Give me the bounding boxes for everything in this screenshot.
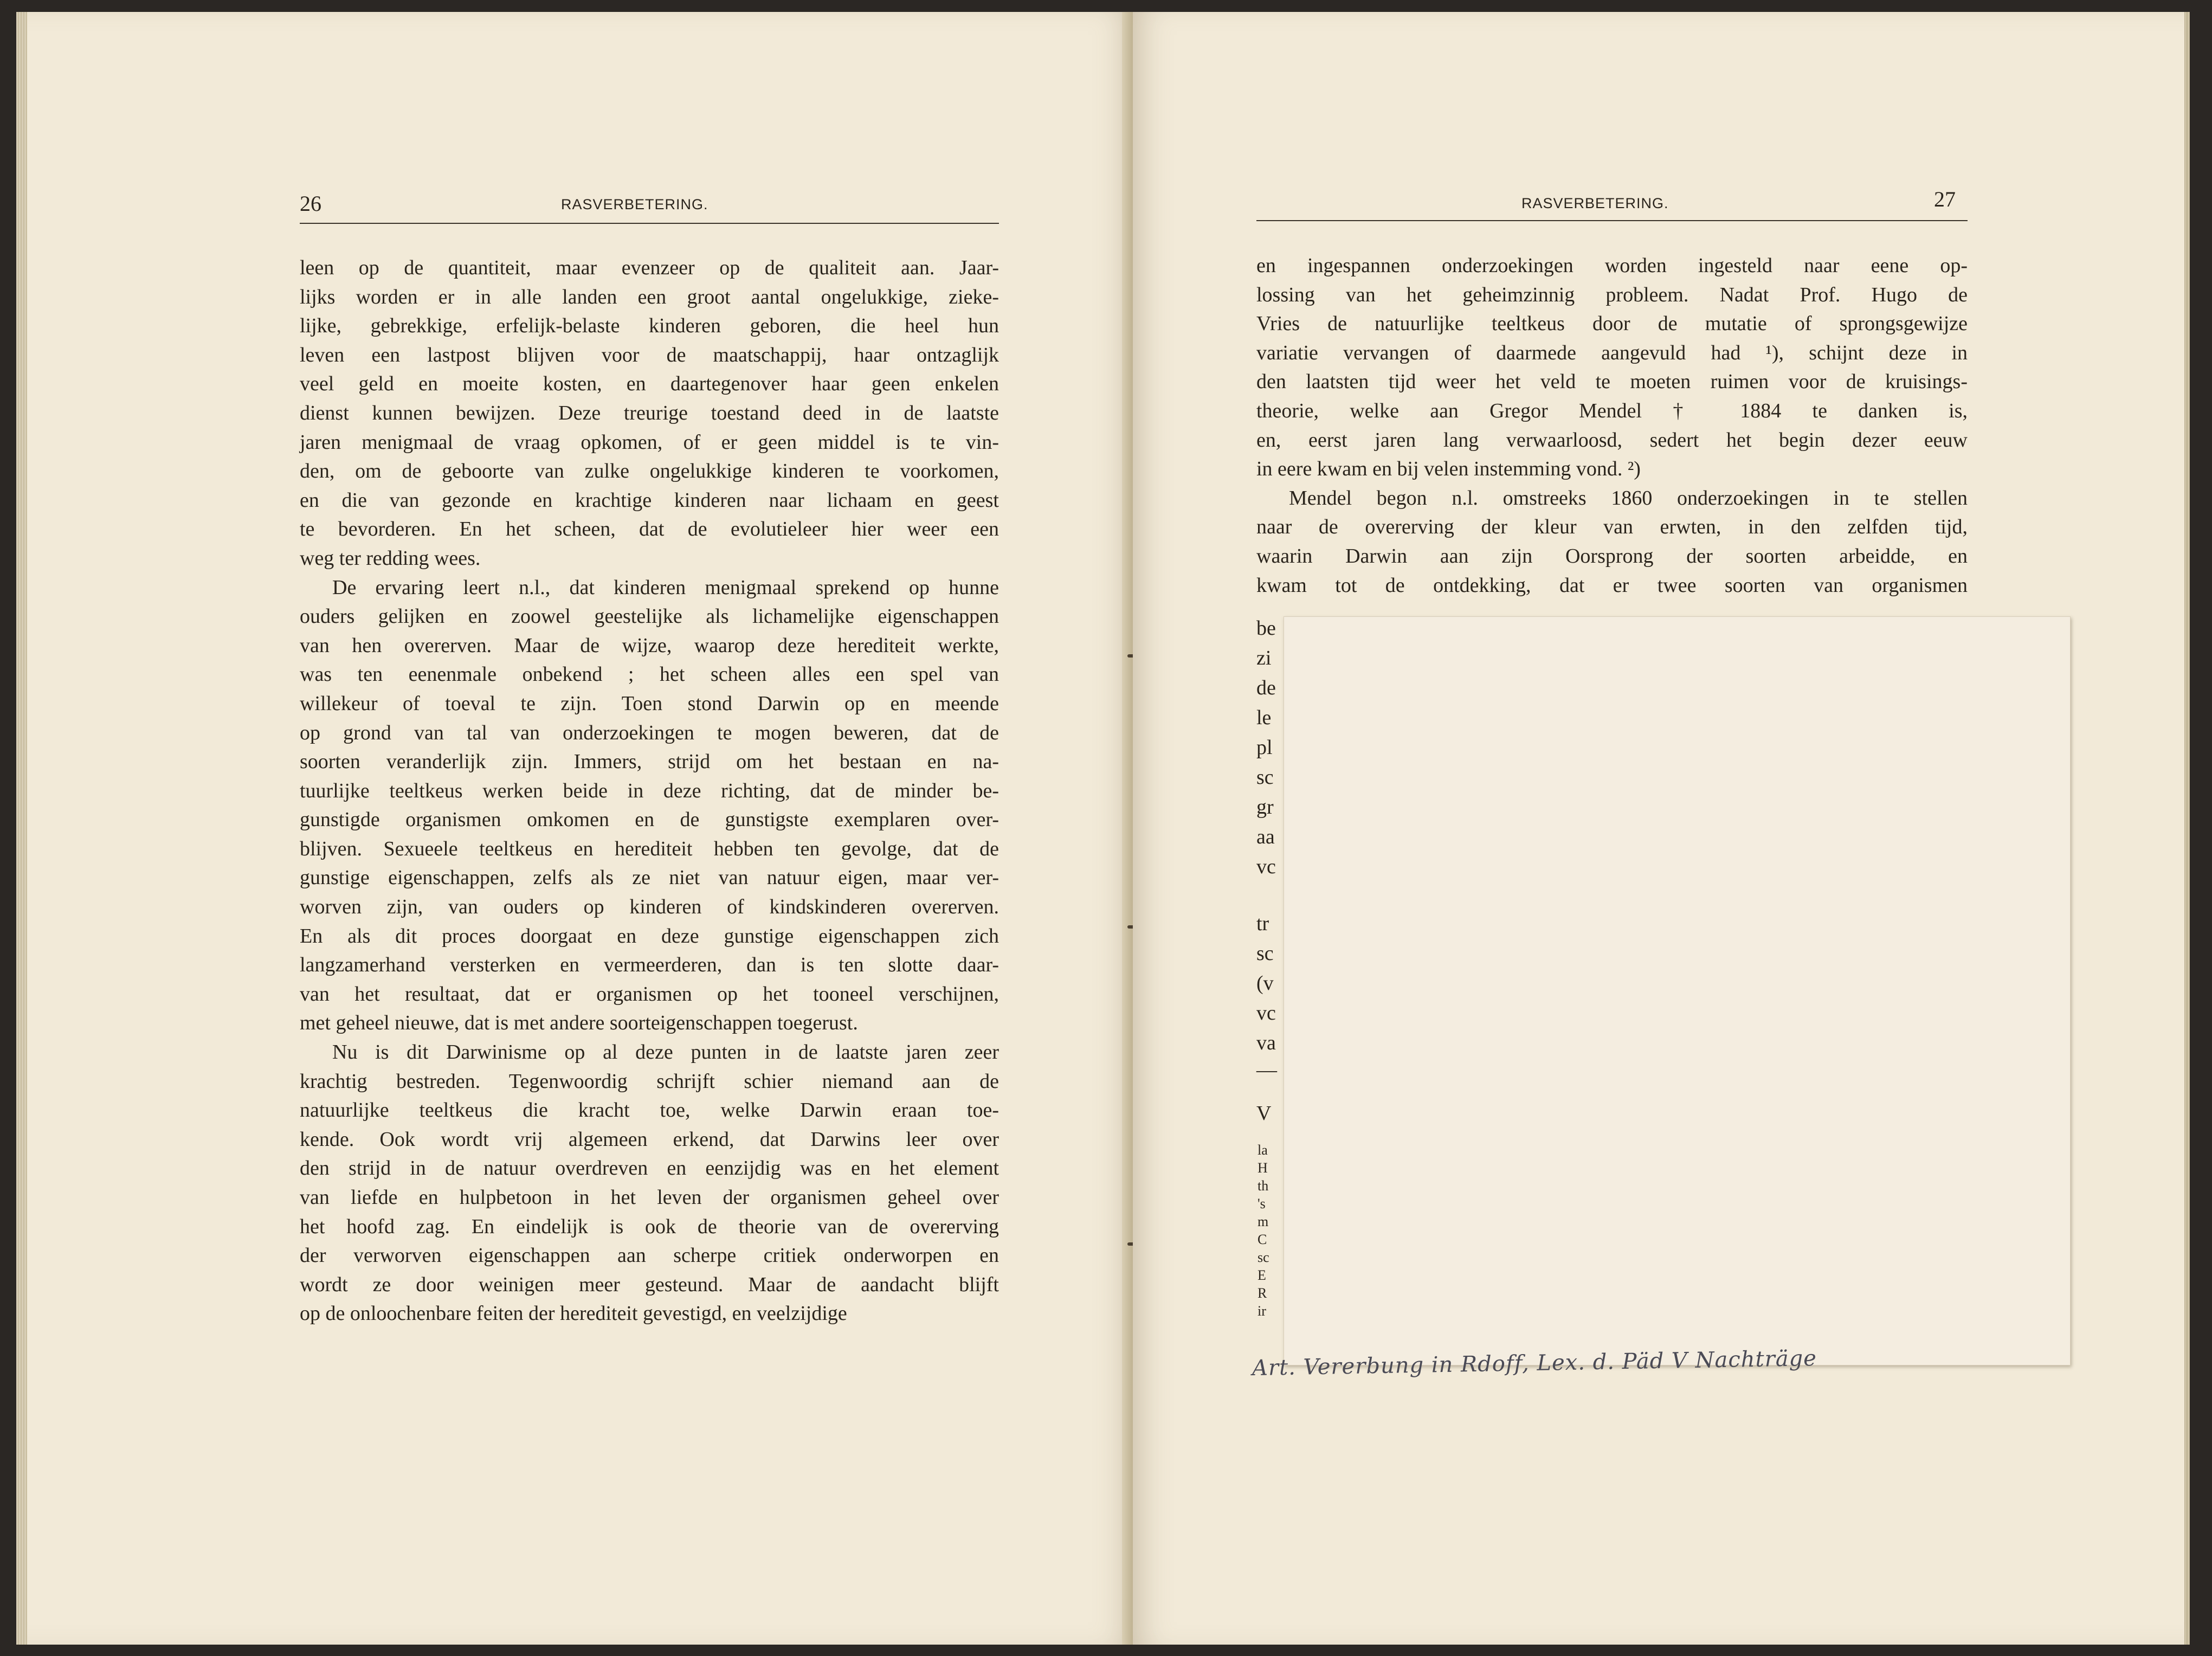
text-line: en, eerst jaren lang verwaarloosd, sedert het begin dezer eeuw xyxy=(1256,428,1968,452)
left-header-rule xyxy=(300,223,999,224)
text-line: den strijd in de natuur overdreven en eenzijdig was en het element xyxy=(300,1157,999,1180)
covered-text-stub: sc xyxy=(1256,942,1274,965)
footnote-stub: 's xyxy=(1257,1196,1266,1212)
text-line: leen op de quantiteit, maar evenzeer op de qualiteit aan. Jaar- xyxy=(300,256,999,279)
text-line: leven een lastpost blijven voor de maatschappij, haar ontzaglijk xyxy=(300,343,999,366)
footnote-stub: H xyxy=(1257,1160,1268,1176)
text-line: van liefde en hulpbetoon in het leven der organismen geheel over xyxy=(300,1186,999,1209)
left-page xyxy=(27,12,1133,1645)
text-line: worven zijn, van ouders op kinderen of kindskinderen overerven. xyxy=(300,895,999,919)
covered-text-stub: (v xyxy=(1256,972,1274,995)
text-line: lijke, gebrekkige, erfelijk-belaste kinderen geboren, die heel hun xyxy=(300,314,999,338)
text-line: op grond van tal van onderzoekingen te mogen beweren, dat de xyxy=(300,721,999,744)
right-page-number: 27 xyxy=(1934,187,1956,211)
footnote-stub: m xyxy=(1257,1214,1269,1229)
text-line: soorten veranderlijk zijn. Immers, strijd om het bestaan en na- xyxy=(300,750,999,774)
text-line: van het resultaat, dat er organismen op het tooneel verschijnen, xyxy=(300,982,999,1006)
text-line: met geheel nieuwe, dat is met andere soorteigenschappen toegerust. xyxy=(300,1011,858,1035)
covered-text-stub: gr xyxy=(1256,796,1274,819)
text-line: jaren menigmaal de vraag opkomen, of er geen middel is te vin- xyxy=(300,430,999,454)
text-line: den, om de geboorte van zulke ongelukkige kinderen te voorkomen, xyxy=(300,460,999,483)
text-line: De ervaring leert n.l., dat kinderen menigmaal sprekend op hunne xyxy=(332,576,999,599)
text-line: willekeur of toeval te zijn. Toen stond Darwin op en meende xyxy=(300,692,999,715)
text-line: veel geld en moeite kosten, en daartegenover haar geen enkelen xyxy=(300,372,999,396)
covered-text-stub: aa xyxy=(1256,826,1275,848)
text-line: En als dit proces doorgaat en deze gunstige eigenschappen zich xyxy=(300,924,999,948)
open-book xyxy=(16,12,2190,1645)
right-body-text xyxy=(1256,252,1968,600)
footnote-stub: ir xyxy=(1257,1303,1266,1319)
left-page-number: 26 xyxy=(300,191,321,216)
pasted-paper-slip xyxy=(1284,616,2071,1365)
text-line: kende. Ook wordt vrij algemeen erkend, dat Darwins leer over xyxy=(300,1127,999,1151)
text-line: Mendel begon n.l. omstreeks 1860 onderzoekingen in te stellen xyxy=(1289,486,1968,510)
text-line: gunstigde organismen omkomen en de gunstigste exemplaren over- xyxy=(300,808,999,832)
footnote-stub: R xyxy=(1257,1285,1267,1301)
text-line: langzamerhand versterken en vermeerderen, dan is ten slotte daar- xyxy=(300,953,999,977)
text-line: natuurlijke teeltkeus die kracht toe, welke Darwin eraan toe- xyxy=(300,1099,999,1122)
text-line: kwam tot de ontdekking, dat er twee soorten van organismen xyxy=(1256,574,1968,597)
text-line: was ten eenenmale onbekend ; het scheen alles een spel van xyxy=(300,663,999,686)
text-line: Nu is dit Darwinisme op al deze punten in de laatste jaren zeer xyxy=(332,1041,999,1064)
footnote-stub: C xyxy=(1257,1232,1267,1247)
left-running-title: RASVERBETERING. xyxy=(561,196,708,212)
text-line: krachtig bestreden. Tegenwoordig schrijft schier niemand aan de xyxy=(300,1069,999,1093)
text-line: tuurlijke teeltkeus werken beide in deze richting, dat de minder be- xyxy=(300,779,999,802)
covered-text-stub: va xyxy=(1256,1032,1276,1054)
covered-text-stub: de xyxy=(1256,676,1276,699)
footnote-stub: sc xyxy=(1257,1249,1269,1265)
handwritten-note: Art. Vererbung in Rdoff, Lex. d. Päd V Nachträge xyxy=(1252,1345,1817,1381)
covered-text-stub: pl xyxy=(1256,736,1273,759)
text-line: Vries de natuurlijke teeltkeus door de mutatie of sprongsgewijze xyxy=(1256,312,1968,336)
covered-text-stub: tr xyxy=(1256,912,1269,935)
footnote-stub: E xyxy=(1257,1267,1266,1283)
text-line: blijven. Sexueele teeltkeus en herediteit hebben ten gevolge, dat de xyxy=(300,837,999,860)
left-body-text xyxy=(300,254,999,1329)
covered-text-stub: le xyxy=(1256,706,1272,729)
page-edges-left xyxy=(16,12,28,1645)
right-header-rule xyxy=(1256,220,1968,221)
text-line: theorie, welke aan Gregor Mendel † 1884 te danken is, xyxy=(1256,399,1968,422)
text-line: weg ter redding wees. xyxy=(300,546,481,570)
text-line: en ingespannen onderzoekingen worden ingesteld naar eene op- xyxy=(1256,254,1968,277)
text-line: lijks worden er in alle landen een groot aantal ongelukkige, zieke- xyxy=(300,285,999,308)
footnote-stub: la xyxy=(1257,1142,1268,1158)
text-line: der verworven eigenschappen aan scherpe critiek onderworpen en xyxy=(300,1244,999,1267)
right-running-title: RASVERBETERING. xyxy=(1521,195,1669,211)
text-line: op de onloochenbare feiten der herediteit gevestigd, en veelzijdige xyxy=(300,1302,847,1325)
covered-text-stub: zi xyxy=(1256,647,1272,669)
text-line: te bevorderen. En het scheen, dat de evolutieleer hier weer een xyxy=(300,518,999,541)
text-line: van hen overerven. Maar de wijze, waarop deze herediteit werkte, xyxy=(300,634,999,657)
footnote-stub: th xyxy=(1257,1178,1269,1194)
text-line: het hoofd zag. En eindelijk is ook de theorie van de overerving xyxy=(300,1215,999,1238)
text-line: gunstige eigenschappen, zelfs als ze niet van natuur eigen, maar ver- xyxy=(300,866,999,890)
text-line: lossing van het geheimzinnig probleem. Nadat Prof. Hugo de xyxy=(1256,283,1968,306)
text-line: waarin Darwin aan zijn Oorsprong der soorten arbeidde, en xyxy=(1256,544,1968,568)
text-line: in eere kwam en bij velen instemming vond. ²) xyxy=(1256,458,1641,481)
covered-text-stub: vc xyxy=(1256,1002,1276,1024)
covered-text-stub: — xyxy=(1256,1059,1277,1081)
covered-text-stub: V xyxy=(1256,1102,1272,1125)
text-line: ouders gelijken en zoowel geestelijke als lichamelijke eigenschappen xyxy=(300,605,999,628)
covered-text-stub: vc xyxy=(1256,855,1276,878)
text-line: en die van gezonde en krachtige kinderen naar lichaam en geest xyxy=(300,488,999,512)
text-line: naar de overerving der kleur van erwten, in den zelfden tijd, xyxy=(1256,516,1968,539)
text-line: wordt ze door weinigen meer gesteund. Maar de aandacht blijft xyxy=(300,1273,999,1296)
text-line: dienst kunnen bewijzen. Deze treurige toestand deed in de laatste xyxy=(300,401,999,424)
text-line: den laatsten tijd weer het veld te moeten ruimen voor de kruisings- xyxy=(1256,370,1968,394)
covered-text-stub: sc xyxy=(1256,766,1274,789)
text-line: variatie vervangen of daarmede aangevuld had ¹), schijnt deze in xyxy=(1256,341,1968,364)
covered-text-stub: be xyxy=(1256,617,1276,640)
